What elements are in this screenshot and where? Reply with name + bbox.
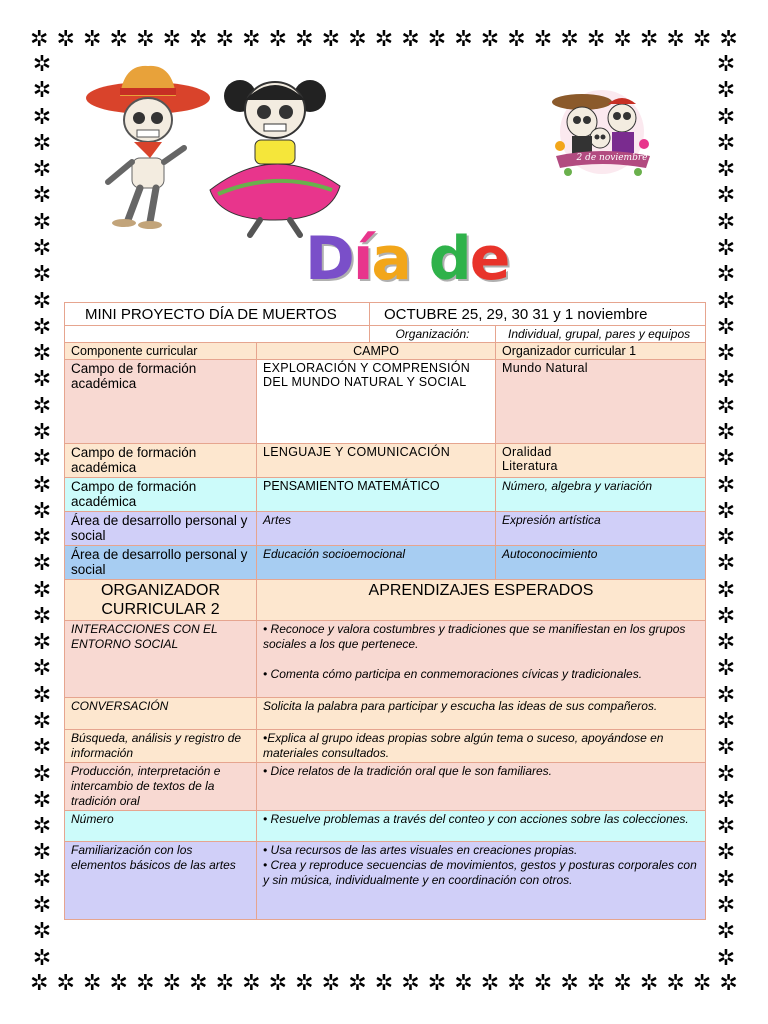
learning-row3-organizer: Búsqueda, análisis y registro de información xyxy=(65,730,257,763)
border-flower-icon: ✲ xyxy=(32,945,52,971)
row5-organizer: Autoconocimiento xyxy=(496,546,706,580)
learning-row4-item1: • Dice relatos de la tradición oral que le son familiares. xyxy=(257,763,706,811)
border-flower-icon: ✲ xyxy=(716,603,736,629)
border-flower-icon: ✲ xyxy=(716,314,736,340)
border-flower-icon: ✲ xyxy=(716,709,736,735)
border-right xyxy=(714,54,738,970)
title-letter xyxy=(410,224,429,294)
border-flower-icon: ✲ xyxy=(32,525,52,551)
learning-row1-item2: • Comenta cómo participa en conmemoraciones cívicas y tradicionales. xyxy=(263,667,643,681)
border-flower-icon: ✲ xyxy=(32,314,52,340)
border-flower-icon: ✲ xyxy=(162,27,182,52)
border-flower-icon: ✲ xyxy=(716,525,736,551)
border-flower-icon: ✲ xyxy=(716,130,736,156)
border-flower-icon: ✲ xyxy=(480,27,500,52)
learning-row5-item1: • Resuelve problemas a través del conteo y con acciones sobre las colecciones. xyxy=(257,811,706,842)
border-flower-icon: ✲ xyxy=(32,157,52,183)
border-flower-icon: ✲ xyxy=(32,551,52,577)
row4-organizer: Expresión artística xyxy=(496,512,706,546)
border-flower-icon: ✲ xyxy=(32,209,52,235)
border-flower-icon: ✲ xyxy=(109,971,128,996)
border-flower-icon: ✲ xyxy=(716,419,736,445)
border-flower-icon: ✲ xyxy=(427,971,447,996)
border-flower-icon: ✲ xyxy=(348,27,367,52)
column-header-organizer1: Organizador curricular 1 xyxy=(496,343,706,360)
project-title: MINI PROYECTO DÍA DE MUERTOS xyxy=(65,303,370,326)
border-flower-icon: ✲ xyxy=(716,367,736,393)
border-flower-icon: ✲ xyxy=(30,971,49,996)
project-table xyxy=(64,302,706,920)
border-flower-icon: ✲ xyxy=(32,840,52,866)
border-flower-icon: ✲ xyxy=(321,27,341,52)
border-flower-icon: ✲ xyxy=(321,971,341,996)
skeleton-sombrero-illustration xyxy=(80,62,215,232)
learning-row5-organizer: Número xyxy=(65,811,257,842)
border-flower-icon: ✲ xyxy=(189,27,208,52)
border-flower-icon: ✲ xyxy=(32,262,52,288)
border-flower-icon: ✲ xyxy=(32,919,52,945)
badge-text: 2 de noviembre xyxy=(576,153,648,163)
border-flower-icon: ✲ xyxy=(30,27,49,52)
border-flower-icon: ✲ xyxy=(692,27,712,52)
organization-label: Organización: xyxy=(370,326,496,343)
border-flower-icon: ✲ xyxy=(716,341,736,367)
learning-row6-item2: • Crea y reproduce secuencias de movimientos, gestos y posturas corporales con y sin música, individualmente y en coordinación con otros. xyxy=(263,858,697,887)
learning-row1-items xyxy=(257,621,706,698)
border-flower-icon: ✲ xyxy=(716,498,736,524)
border-flower-icon: ✲ xyxy=(666,27,685,52)
border-flower-icon: ✲ xyxy=(32,472,52,498)
border-flower-icon: ✲ xyxy=(136,27,155,52)
border-flower-icon: ✲ xyxy=(32,577,52,603)
catrina-dancer-illustration xyxy=(200,70,360,240)
border-flower-icon: ✲ xyxy=(454,971,473,996)
border-flower-icon: ✲ xyxy=(374,971,394,996)
border-flower-icon: ✲ xyxy=(32,787,52,813)
border-flower-icon: ✲ xyxy=(242,971,261,996)
title-word-art xyxy=(305,224,508,294)
border-flower-icon: ✲ xyxy=(32,630,52,656)
border-flower-icon: ✲ xyxy=(716,393,736,419)
border-flower-icon: ✲ xyxy=(716,446,736,472)
border-flower-icon: ✲ xyxy=(716,761,736,787)
border-flower-icon: ✲ xyxy=(716,630,736,656)
organization-value: Individual, grupal, pares y equipos xyxy=(496,326,706,343)
border-flower-icon: ✲ xyxy=(716,104,736,130)
border-flower-icon: ✲ xyxy=(639,27,659,52)
row1-component: Campo de formación académica xyxy=(65,360,257,444)
border-left xyxy=(30,54,54,970)
border-flower-icon: ✲ xyxy=(268,971,288,996)
border-flower-icon: ✲ xyxy=(32,78,52,104)
border-flower-icon: ✲ xyxy=(507,27,526,52)
border-flower-icon: ✲ xyxy=(32,104,52,130)
border-flower-icon: ✲ xyxy=(268,27,288,52)
family-badge-illustration xyxy=(546,88,658,184)
border-flower-icon: ✲ xyxy=(189,971,208,996)
learning-row3-item1: •Explica al grupo ideas propias sobre algún tema o suceso, apoyándose en materiales consultados. xyxy=(257,730,706,763)
learning-row6-organizer: Familiarización con los elementos básicos de las artes xyxy=(65,842,257,920)
border-flower-icon: ✲ xyxy=(719,27,738,52)
border-flower-icon: ✲ xyxy=(83,971,102,996)
border-flower-icon: ✲ xyxy=(716,787,736,813)
border-flower-icon: ✲ xyxy=(32,52,52,77)
project-dates: OCTUBRE 25, 29, 30 31 y 1 noviembre xyxy=(370,303,706,326)
border-flower-icon: ✲ xyxy=(32,367,52,393)
row3-campo: PENSAMIENTO MATEMÁTICO xyxy=(257,478,496,512)
border-flower-icon: ✲ xyxy=(32,761,52,787)
border-flower-icon: ✲ xyxy=(32,814,52,840)
border-flower-icon: ✲ xyxy=(716,235,736,261)
border-flower-icon: ✲ xyxy=(295,27,314,52)
border-flower-icon: ✲ xyxy=(716,157,736,183)
learning-row1-item1: • Reconoce y valora costumbres y tradiciones que se manifiestan en los grupos sociales a los que pertenece. xyxy=(263,622,686,651)
learning-row2-item1: Solicita la palabra para participar y escucha las ideas de sus compañeros. xyxy=(257,698,706,730)
border-flower-icon: ✲ xyxy=(692,971,712,996)
border-flower-icon: ✲ xyxy=(716,472,736,498)
title-letter: a xyxy=(371,224,410,294)
border-flower-icon: ✲ xyxy=(454,27,473,52)
border-flower-icon: ✲ xyxy=(716,78,736,104)
border-flower-icon: ✲ xyxy=(348,971,367,996)
column-header-campo: CAMPO xyxy=(257,343,496,360)
border-flower-icon: ✲ xyxy=(613,971,632,996)
row2-organizer-line1: Oralidad xyxy=(502,445,552,459)
border-flower-icon: ✲ xyxy=(586,27,606,52)
border-flower-icon: ✲ xyxy=(716,945,736,971)
learning-row6-item1: • Usa recursos de las artes visuales en creaciones propias. xyxy=(263,843,578,857)
border-flower-icon: ✲ xyxy=(716,682,736,708)
row5-component: Área de desarrollo personal y social xyxy=(65,546,257,580)
title-letter: e xyxy=(469,224,509,294)
learning-row4-organizer: Producción, interpretación e intercambio de textos de la tradición oral xyxy=(65,763,257,811)
border-flower-icon: ✲ xyxy=(716,577,736,603)
border-flower-icon: ✲ xyxy=(716,209,736,235)
title-letter: í xyxy=(352,224,372,294)
border-flower-icon: ✲ xyxy=(719,971,738,996)
border-bottom xyxy=(30,972,738,996)
border-flower-icon: ✲ xyxy=(215,971,235,996)
border-flower-icon: ✲ xyxy=(32,183,52,209)
border-flower-icon: ✲ xyxy=(32,893,52,918)
border-flower-icon: ✲ xyxy=(716,262,736,288)
border-flower-icon: ✲ xyxy=(716,183,736,209)
row1-organizer: Mundo Natural xyxy=(496,360,706,444)
border-flower-icon: ✲ xyxy=(32,393,52,419)
border-flower-icon: ✲ xyxy=(109,27,128,52)
border-flower-icon: ✲ xyxy=(716,288,736,314)
border-flower-icon: ✲ xyxy=(32,446,52,472)
border-flower-icon: ✲ xyxy=(586,971,606,996)
border-flower-icon: ✲ xyxy=(401,27,420,52)
border-flower-icon: ✲ xyxy=(401,971,420,996)
border-flower-icon: ✲ xyxy=(32,682,52,708)
border-flower-icon: ✲ xyxy=(32,866,52,892)
row4-campo: Artes xyxy=(257,512,496,546)
border-flower-icon: ✲ xyxy=(374,27,394,52)
border-flower-icon: ✲ xyxy=(32,709,52,735)
border-flower-icon: ✲ xyxy=(32,735,52,761)
border-flower-icon: ✲ xyxy=(560,971,579,996)
border-flower-icon: ✲ xyxy=(32,130,52,156)
border-flower-icon: ✲ xyxy=(295,971,314,996)
row4-component: Área de desarrollo personal y social xyxy=(65,512,257,546)
border-flower-icon: ✲ xyxy=(716,840,736,866)
border-flower-icon: ✲ xyxy=(56,971,75,996)
border-flower-icon: ✲ xyxy=(32,341,52,367)
learning-row1-organizer: INTERACCIONES CON EL ENTORNO SOCIAL xyxy=(65,621,257,698)
column-header-component: Componente curricular xyxy=(65,343,257,360)
border-flower-icon: ✲ xyxy=(32,603,52,629)
border-flower-icon: ✲ xyxy=(136,971,155,996)
border-flower-icon: ✲ xyxy=(56,27,75,52)
row2-campo: LENGUAJE Y COMUNICACIÓN xyxy=(257,444,496,478)
border-flower-icon: ✲ xyxy=(560,27,579,52)
row2-organizer-line2: Literatura xyxy=(502,459,558,473)
border-flower-icon: ✲ xyxy=(716,735,736,761)
learning-header: APRENDIZAJES ESPERADOS xyxy=(257,580,706,621)
border-flower-icon: ✲ xyxy=(716,866,736,892)
border-flower-icon: ✲ xyxy=(480,971,500,996)
border-flower-icon: ✲ xyxy=(716,551,736,577)
title-letter: d xyxy=(428,224,470,294)
border-flower-icon: ✲ xyxy=(83,27,102,52)
border-flower-icon: ✲ xyxy=(215,27,235,52)
row3-component: Campo de formación académica xyxy=(65,478,257,512)
border-flower-icon: ✲ xyxy=(666,971,685,996)
row1-campo: EXPLORACIÓN Y COMPRENSIÓN DEL MUNDO NATURAL Y SOCIAL xyxy=(257,360,496,444)
border-flower-icon: ✲ xyxy=(427,27,447,52)
row2-component: Campo de formación académica xyxy=(65,444,257,478)
border-flower-icon: ✲ xyxy=(716,656,736,682)
border-top xyxy=(30,28,738,52)
row5-campo: Educación socioemocional xyxy=(257,546,496,580)
border-flower-icon: ✲ xyxy=(32,288,52,314)
border-flower-icon: ✲ xyxy=(162,971,182,996)
border-flower-icon: ✲ xyxy=(32,656,52,682)
border-flower-icon: ✲ xyxy=(716,814,736,840)
border-flower-icon: ✲ xyxy=(533,971,553,996)
border-flower-icon: ✲ xyxy=(613,27,632,52)
border-flower-icon: ✲ xyxy=(716,919,736,945)
border-flower-icon: ✲ xyxy=(716,52,736,77)
border-flower-icon: ✲ xyxy=(507,971,526,996)
row3-organizer: Número, algebra y variación xyxy=(496,478,706,512)
organizer2-header: ORGANIZADOR CURRICULAR 2 xyxy=(65,580,257,621)
border-flower-icon: ✲ xyxy=(533,27,553,52)
border-flower-icon: ✲ xyxy=(32,419,52,445)
border-flower-icon: ✲ xyxy=(32,235,52,261)
border-flower-icon: ✲ xyxy=(639,971,659,996)
border-flower-icon: ✲ xyxy=(32,498,52,524)
title-letter: D xyxy=(305,224,353,294)
row2-organizer xyxy=(496,444,706,478)
border-flower-icon: ✲ xyxy=(242,27,261,52)
learning-row2-organizer: CONVERSACIÓN xyxy=(65,698,257,730)
learning-row6-items xyxy=(257,842,706,920)
border-flower-icon: ✲ xyxy=(716,893,736,918)
